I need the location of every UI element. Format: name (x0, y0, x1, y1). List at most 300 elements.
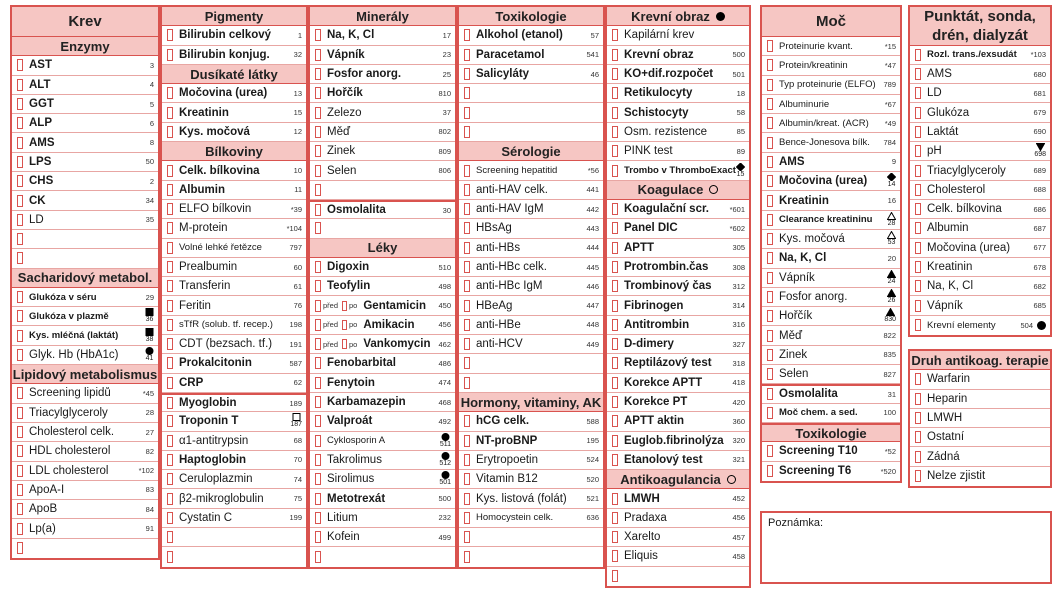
request-checkbox[interactable] (17, 542, 23, 554)
test-row-fosfor-anorg (310, 65, 455, 84)
test-label: Euglob.fibrinolýza (624, 434, 724, 447)
test-label: Albumin (927, 222, 969, 235)
request-checkbox[interactable] (17, 465, 23, 477)
test-row-prokalcitonin (162, 354, 306, 373)
request-checkbox[interactable] (167, 435, 173, 447)
request-checkbox[interactable] (315, 319, 321, 331)
request-checkbox[interactable] (767, 233, 773, 245)
test-label: Osmolalita (779, 388, 838, 401)
square-fill-icon (145, 328, 154, 344)
request-checkbox[interactable] (315, 68, 321, 80)
request-checkbox[interactable] (464, 512, 470, 524)
request-checkbox[interactable] (17, 137, 23, 149)
request-checkbox[interactable] (464, 415, 470, 427)
request-checkbox[interactable] (167, 415, 173, 427)
request-checkbox[interactable] (915, 222, 921, 234)
request-checkbox[interactable] (612, 242, 618, 254)
test-code: *49 (884, 118, 896, 128)
test-row-troponin-t (162, 412, 306, 431)
request-checkbox[interactable] (767, 214, 773, 226)
request-checkbox[interactable] (167, 512, 173, 524)
test-row-typ-proteinurie-elfo (762, 76, 900, 95)
pre-dose-checkbox[interactable] (342, 301, 347, 311)
test-code: 27 (145, 427, 154, 437)
request-checkbox[interactable] (612, 280, 618, 292)
request-checkbox[interactable] (767, 98, 773, 110)
test-label: NT-proBNP (476, 434, 538, 447)
request-checkbox[interactable] (612, 165, 618, 177)
request-checkbox[interactable] (167, 377, 173, 389)
request-checkbox[interactable] (464, 377, 470, 389)
request-checkbox[interactable] (612, 319, 618, 331)
test-code: 689 (1033, 166, 1046, 176)
test-label: sTfR (solub. tf. recep.) (179, 319, 273, 331)
request-checkbox[interactable] (612, 107, 618, 119)
request-checkbox[interactable] (167, 29, 173, 41)
request-checkbox[interactable] (915, 126, 921, 138)
test-label: β2-mikroglobulin (179, 492, 264, 505)
request-checkbox[interactable] (464, 126, 470, 138)
circle-open-icon (709, 185, 718, 194)
test-row-albumin (910, 219, 1050, 238)
request-checkbox[interactable] (315, 551, 321, 563)
test-row-hbeag (459, 296, 603, 315)
request-checkbox[interactable] (915, 470, 921, 482)
request-checkbox[interactable] (464, 473, 470, 485)
request-checkbox[interactable] (167, 261, 173, 273)
empty-row (310, 219, 455, 238)
test-label: ALP (29, 117, 52, 130)
request-checkbox[interactable] (915, 412, 921, 424)
request-checkbox[interactable] (17, 156, 23, 168)
test-row-kapilarni-krev (607, 26, 749, 45)
request-checkbox[interactable] (167, 203, 173, 215)
test-row-bilirubin-konjug (162, 46, 306, 65)
test-label: Cyklosporin A (327, 435, 386, 447)
test-code: 23 (442, 50, 451, 60)
request-checkbox[interactable] (464, 107, 470, 119)
request-checkbox[interactable] (915, 431, 921, 443)
test-label: Vankomycin (363, 338, 431, 351)
request-checkbox[interactable] (767, 59, 773, 71)
request-checkbox[interactable] (464, 435, 470, 447)
request-checkbox[interactable] (767, 40, 773, 52)
request-checkbox[interactable] (767, 388, 773, 400)
request-checkbox[interactable] (167, 49, 173, 61)
request-checkbox[interactable] (464, 68, 470, 80)
empty-row (12, 539, 158, 558)
request-checkbox[interactable] (17, 349, 23, 361)
request-checkbox[interactable] (315, 300, 321, 312)
section-header-krev (12, 7, 158, 37)
request-checkbox[interactable] (315, 145, 321, 157)
request-checkbox[interactable] (464, 203, 470, 215)
request-checkbox[interactable] (167, 338, 173, 350)
request-checkbox[interactable] (915, 280, 921, 292)
request-checkbox[interactable] (17, 387, 23, 399)
request-checkbox[interactable] (167, 454, 173, 466)
test-code: *56 (587, 166, 599, 176)
request-checkbox[interactable] (464, 319, 470, 331)
test-code: 31 (887, 389, 896, 399)
test-code: 16 (887, 196, 896, 206)
test-label: anti-HBe (476, 318, 521, 331)
request-checkbox[interactable] (315, 261, 321, 273)
test-row-euglob-fibrinolyza (607, 432, 749, 451)
request-checkbox[interactable] (612, 357, 618, 369)
request-checkbox[interactable] (17, 117, 23, 129)
test-label: Xarelto (624, 531, 661, 544)
request-checkbox[interactable] (17, 214, 23, 226)
request-checkbox[interactable] (464, 338, 470, 350)
request-checkbox[interactable] (612, 531, 618, 543)
test-row-zelezo (310, 103, 455, 122)
request-checkbox[interactable] (612, 29, 618, 41)
request-checkbox[interactable] (612, 415, 618, 427)
request-checkbox[interactable] (915, 203, 921, 215)
request-checkbox[interactable] (612, 300, 618, 312)
test-row-screening-lipidu (12, 384, 158, 403)
request-checkbox[interactable] (915, 242, 921, 254)
request-checkbox[interactable] (17, 195, 23, 207)
request-checkbox[interactable] (315, 415, 321, 427)
test-code: 445 (586, 262, 599, 272)
test-code: 444 (586, 243, 599, 253)
request-checkbox[interactable] (315, 87, 321, 99)
request-checkbox[interactable] (915, 261, 921, 273)
request-checkbox[interactable] (315, 512, 321, 524)
test-label: Valproát (327, 415, 373, 428)
test-row-nt-probnp (459, 432, 603, 451)
section-header-dren-dialyzat (910, 26, 1050, 45)
test-row-bilirubin-celkovy (162, 26, 306, 45)
test-code: 521 (586, 494, 599, 504)
request-checkbox[interactable] (17, 98, 23, 110)
test-label: Glukóza v plazmě (29, 310, 109, 322)
request-checkbox[interactable] (167, 319, 173, 331)
request-checkbox[interactable] (767, 137, 773, 149)
request-checkbox[interactable] (315, 377, 321, 389)
test-row-protein-kreatinin (762, 56, 900, 75)
test-row-vankomycin (310, 335, 455, 354)
section-header-text: Koagulace (637, 182, 704, 198)
test-code: 468 (438, 397, 451, 407)
test-code: 41 (145, 354, 154, 362)
test-code: 58 (736, 108, 745, 118)
request-checkbox[interactable] (767, 291, 773, 303)
circle-fill-icon (1037, 321, 1046, 330)
request-checkbox[interactable] (464, 551, 470, 563)
request-checkbox[interactable] (767, 465, 773, 477)
test-code: 500 (732, 50, 745, 60)
triangle-updown-icon (736, 163, 745, 179)
test-row-ostatni (910, 428, 1050, 447)
test-label: Karbamazepin (327, 396, 406, 409)
request-checkbox[interactable] (612, 145, 618, 157)
request-checkbox[interactable] (767, 272, 773, 284)
request-checkbox[interactable] (915, 68, 921, 80)
request-checkbox[interactable] (767, 79, 773, 91)
test-row-triacylglyceroly (12, 404, 158, 423)
request-checkbox[interactable] (167, 300, 173, 312)
test-label: Koagulační scr. (624, 203, 710, 216)
request-checkbox[interactable] (315, 49, 321, 61)
request-checkbox[interactable] (17, 445, 23, 457)
request-checkbox[interactable] (315, 357, 321, 369)
request-checkbox[interactable] (315, 454, 321, 466)
test-row-ams (12, 133, 158, 152)
section-header-text: Krevní obraz (631, 8, 710, 24)
request-checkbox[interactable] (167, 280, 173, 292)
request-checkbox[interactable] (17, 175, 23, 187)
request-checkbox[interactable] (167, 531, 173, 543)
request-checkbox[interactable] (17, 484, 23, 496)
request-checkbox[interactable] (915, 49, 921, 61)
test-code: *15 (884, 41, 896, 51)
request-checkbox[interactable] (315, 531, 321, 543)
request-checkbox[interactable] (315, 338, 321, 350)
request-checkbox[interactable] (315, 29, 321, 41)
request-checkbox[interactable] (464, 49, 470, 61)
request-checkbox[interactable] (167, 107, 173, 119)
test-code: 189 (289, 398, 302, 408)
request-checkbox[interactable] (315, 126, 321, 138)
request-checkbox[interactable] (612, 203, 618, 215)
request-checkbox[interactable] (915, 165, 921, 177)
request-checkbox[interactable] (767, 175, 773, 187)
request-checkbox[interactable] (315, 222, 321, 234)
request-checkbox[interactable] (464, 300, 470, 312)
test-label: Kofein (327, 531, 360, 544)
test-label: Osmolalita (327, 204, 386, 217)
test-code: 418 (732, 378, 745, 388)
empty-row (162, 528, 306, 547)
request-checkbox[interactable] (612, 493, 618, 505)
request-checkbox[interactable] (612, 222, 618, 234)
request-checkbox[interactable] (915, 300, 921, 312)
test-code: 15 (736, 170, 745, 178)
request-checkbox[interactable] (464, 280, 470, 292)
request-checkbox[interactable] (167, 397, 173, 409)
test-row-lmwh (607, 489, 749, 508)
test-code: 501 (439, 479, 451, 487)
pre-dose-checkbox[interactable] (342, 339, 347, 349)
notes-box[interactable] (760, 511, 1052, 584)
request-checkbox[interactable] (17, 252, 23, 264)
request-checkbox[interactable] (464, 165, 470, 177)
request-checkbox[interactable] (767, 310, 773, 322)
request-checkbox[interactable] (464, 454, 470, 466)
request-checkbox[interactable] (915, 87, 921, 99)
test-code: 442 (586, 204, 599, 214)
request-checkbox[interactable] (167, 357, 173, 369)
test-label: Krevní obraz (624, 48, 694, 61)
request-checkbox[interactable] (915, 373, 921, 385)
request-checkbox[interactable] (612, 49, 618, 61)
request-checkbox[interactable] (315, 396, 321, 408)
request-checkbox[interactable] (915, 451, 921, 463)
request-checkbox[interactable] (612, 261, 618, 273)
request-checkbox[interactable] (767, 407, 773, 419)
request-checkbox[interactable] (315, 280, 321, 292)
test-row-takrolimus (310, 451, 455, 470)
request-checkbox[interactable] (167, 184, 173, 196)
diamond-fill-icon (887, 173, 896, 189)
test-row-hdl-cholesterol (12, 442, 158, 461)
request-checkbox[interactable] (17, 503, 23, 515)
test-code: 9 (891, 157, 896, 167)
test-code: 511 (439, 440, 451, 448)
request-checkbox[interactable] (464, 531, 470, 543)
test-code: 318 (732, 358, 745, 368)
test-label: ApoA-I (29, 483, 65, 496)
circle-fill-icon (439, 471, 451, 487)
test-row-transferin (162, 277, 306, 296)
test-row-albumin (162, 181, 306, 200)
request-checkbox[interactable] (167, 165, 173, 177)
request-checkbox[interactable] (315, 435, 321, 447)
section-header-text: Pigmenty (204, 8, 264, 24)
request-checkbox[interactable] (612, 338, 618, 350)
request-checkbox[interactable] (315, 165, 321, 177)
section-header-krevni-obraz (607, 7, 749, 26)
request-checkbox[interactable] (612, 512, 618, 524)
request-checkbox[interactable] (17, 523, 23, 535)
request-checkbox[interactable] (612, 454, 618, 466)
test-label: KO+dif.rozpočet (624, 68, 714, 81)
request-checkbox[interactable] (612, 126, 618, 138)
request-checkbox[interactable] (17, 291, 23, 303)
request-checkbox[interactable] (464, 242, 470, 254)
circle-fill-icon (145, 347, 154, 363)
request-checkbox[interactable] (17, 59, 23, 71)
request-checkbox[interactable] (464, 261, 470, 273)
request-checkbox[interactable] (767, 252, 773, 264)
test-code: 320 (732, 436, 745, 446)
request-checkbox[interactable] (17, 407, 23, 419)
test-label: Rozl. trans./exsudát (927, 49, 1017, 61)
test-code: 499 (438, 532, 451, 542)
request-checkbox[interactable] (315, 473, 321, 485)
request-checkbox[interactable] (17, 79, 23, 91)
pre-dose-checkbox[interactable] (342, 320, 347, 330)
circle-fill-icon (440, 433, 451, 449)
request-checkbox[interactable] (767, 368, 773, 380)
request-checkbox[interactable] (767, 330, 773, 342)
request-checkbox[interactable] (767, 156, 773, 168)
request-checkbox[interactable] (315, 493, 321, 505)
request-checkbox[interactable] (612, 377, 618, 389)
test-code: 62 (293, 378, 302, 388)
request-checkbox[interactable] (915, 184, 921, 196)
request-checkbox[interactable] (464, 184, 470, 196)
test-row-zinek (762, 346, 900, 365)
request-checkbox[interactable] (612, 87, 618, 99)
test-label: Kys. mléčná (laktát) (29, 330, 119, 342)
test-label: Vápník (327, 48, 365, 61)
test-label: Triacylglyceroly (927, 164, 1006, 177)
request-checkbox[interactable] (167, 222, 173, 234)
test-label: Bilirubin konjug. (179, 48, 270, 61)
test-row-litium (310, 509, 455, 528)
request-checkbox[interactable] (17, 310, 23, 322)
request-checkbox[interactable] (767, 349, 773, 361)
test-code: 447 (586, 301, 599, 311)
request-checkbox[interactable] (464, 357, 470, 369)
request-checkbox[interactable] (167, 87, 173, 99)
test-row-metotrexat (310, 489, 455, 508)
test-label: Protein/kreatinin (779, 59, 848, 71)
column-mineraly (308, 5, 457, 569)
test-row-ams (910, 65, 1050, 84)
request-checkbox[interactable] (17, 330, 23, 342)
test-label: CRP (179, 376, 204, 389)
section-header-punktat-sonda (910, 7, 1050, 26)
test-label: LPS (29, 155, 52, 168)
request-checkbox[interactable] (767, 445, 773, 457)
test-label: Sirolimus (327, 473, 375, 486)
request-checkbox[interactable] (464, 493, 470, 505)
request-checkbox[interactable] (612, 550, 618, 562)
test-code: 784 (883, 138, 896, 148)
test-row-glukoza-v-seru (12, 288, 158, 307)
request-checkbox[interactable] (612, 396, 618, 408)
request-checkbox[interactable] (315, 204, 321, 216)
request-checkbox[interactable] (915, 393, 921, 405)
request-checkbox[interactable] (167, 242, 173, 254)
section-header-text: Enzymy (60, 38, 110, 54)
request-checkbox[interactable] (464, 29, 470, 41)
request-checkbox[interactable] (915, 107, 921, 119)
request-checkbox[interactable] (464, 87, 470, 99)
test-label: Krevní elementy (927, 319, 996, 331)
test-code: 28 (887, 219, 896, 227)
section-header-text: Toxikologie (495, 8, 567, 24)
test-code: 11 (294, 185, 302, 195)
request-checkbox[interactable] (167, 493, 173, 505)
request-checkbox[interactable] (464, 222, 470, 234)
request-checkbox[interactable] (167, 473, 173, 485)
section-header-text: Toxikologie (795, 425, 867, 441)
test-row-mocovina-urea (762, 172, 900, 191)
test-code: 12 (293, 127, 302, 137)
test-row-alkohol-etanol (459, 26, 603, 45)
request-checkbox[interactable] (915, 319, 921, 331)
request-checkbox[interactable] (767, 117, 773, 129)
request-checkbox[interactable] (612, 68, 618, 80)
request-checkbox[interactable] (17, 426, 23, 438)
test-code: 29 (145, 292, 154, 302)
request-checkbox[interactable] (767, 195, 773, 207)
request-checkbox[interactable] (915, 145, 921, 157)
request-checkbox[interactable] (315, 184, 321, 196)
triangle-fill-icon (884, 308, 896, 324)
test-label: Na, K, Cl (779, 252, 827, 265)
request-checkbox[interactable] (167, 126, 173, 138)
test-row-ldl-cholesterol (12, 462, 158, 481)
request-checkbox[interactable] (17, 233, 23, 245)
test-row-homocystein-celk (459, 509, 603, 528)
request-checkbox[interactable] (612, 570, 618, 582)
test-code: 36 (145, 316, 154, 324)
test-code: 835 (883, 350, 896, 360)
test-code: 187 (290, 421, 302, 429)
section-header-druh-antikoag-terapie (910, 351, 1050, 370)
request-checkbox[interactable] (612, 435, 618, 447)
test-row-ast (12, 56, 158, 75)
request-checkbox[interactable] (167, 551, 173, 563)
request-checkbox[interactable] (315, 107, 321, 119)
